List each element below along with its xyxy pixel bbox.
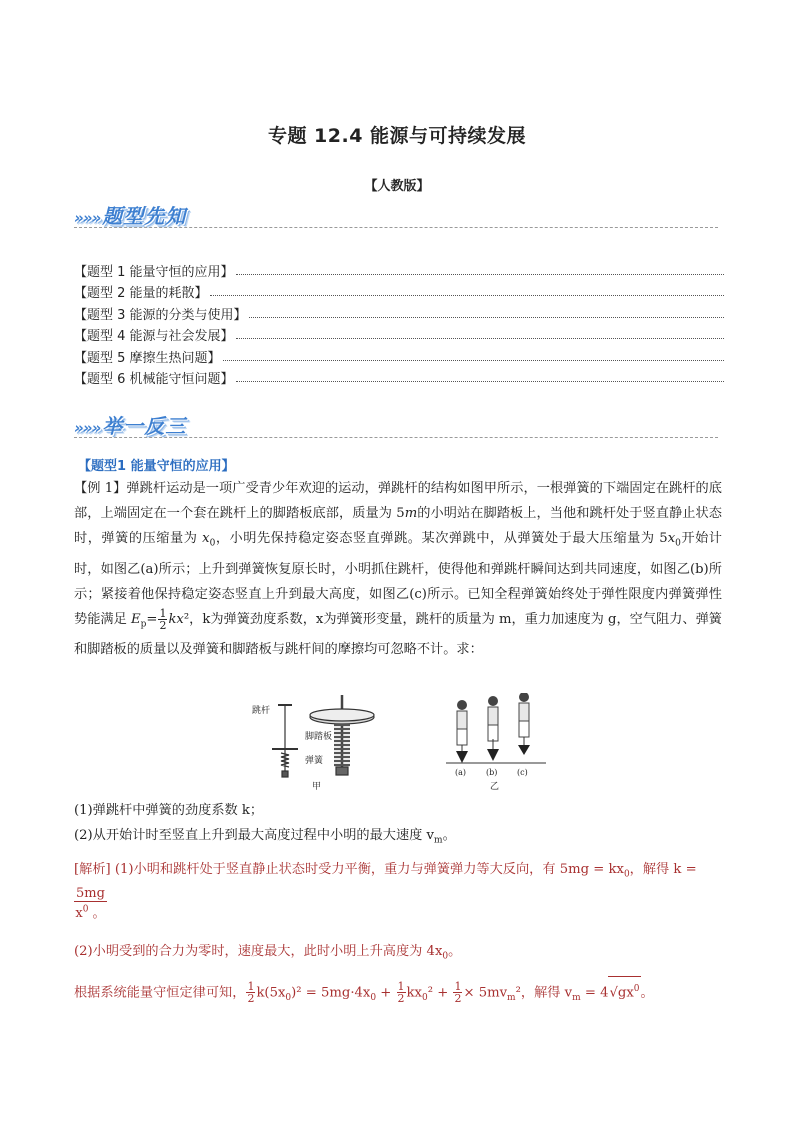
- solution-3b-text: k(5x: [256, 985, 286, 1001]
- example-label: 【例 1】: [74, 481, 127, 496]
- solution-step-2: (2)小明受到的合力为零时，速度最大，此时小明上升高度为 $4x_0$。: [74, 944, 462, 962]
- banner-practice: [74, 410, 186, 439]
- toc-item[interactable]: [74, 301, 726, 323]
- solution-3e-text: ² +: [427, 985, 449, 1001]
- label-c: (c): [517, 768, 528, 777]
- figure-c: [518, 693, 530, 755]
- caption-jia: 甲: [312, 782, 322, 792]
- toc-item-label: 【题型 2 能量的耗散】: [74, 286, 208, 301]
- toc-leader: [210, 295, 724, 296]
- solution-3-text: 根据系统能量守恒定律可知，: [74, 985, 246, 1001]
- solution-1b-text: ，解得 k =: [629, 862, 697, 877]
- example-text-4: 开始计时，如图乙(a)所示；上升到弹簧恢复原长时，小明抓住跳杆，使得他和弹跳杆瞬间达到共同速度，如图乙(b)所示；紧接着他保持稳定姿态竖直上升到最大高度，如图乙(c)所示。已知全程弹簧始终处于弹性限度内弹簧弹性势能满足: [74, 531, 722, 627]
- k-denominator: x: [75, 906, 83, 921]
- toc-leader: [236, 338, 724, 339]
- toc-item-label: 【题型 6 机械能守恒问题】: [74, 372, 234, 387]
- banner-text: 举一反三: [102, 414, 187, 438]
- divider: [74, 227, 718, 228]
- figure-a: [456, 700, 468, 763]
- banner-arrows-icon: »»»: [74, 209, 101, 227]
- toc-item-label: 【题型 3 能源的分类与使用】: [74, 307, 247, 323]
- banner-text: 题型先知: [102, 204, 187, 228]
- table-of-contents: [74, 258, 726, 387]
- banner-question-types: [74, 200, 186, 229]
- toc-leader: [236, 381, 724, 382]
- banner-arrows-icon: »»»: [74, 419, 101, 437]
- solution-k-fraction: 5mg $x^0$ 。: [75, 886, 106, 921]
- fraction-half: $\frac{1}{2}$: [159, 606, 167, 632]
- toc-item-label: 【题型 5 摩擦生热问题】: [74, 350, 221, 366]
- solution-step-1: [解析] (1)小明和跳杆处于竖直静止状态时受力平衡，重力与弹簧弹力等大反向，有 $5mg = kx_0$，解得 k =: [74, 862, 697, 880]
- toc-item-label: 【题型 1 能量守恒的应用】: [74, 264, 234, 280]
- solution-3d-text: kx: [406, 985, 422, 1001]
- solution-3c-text: )² = 5mg·4x: [291, 985, 371, 1001]
- question-1: [74, 798, 722, 823]
- label-pedal: 脚踏板: [305, 732, 333, 742]
- toc-item[interactable]: [74, 323, 726, 345]
- label-spring: 弹簧: [305, 756, 324, 766]
- solution-step-3: 根据系统能量守恒定律可知， $\frac{1}{2}$ $k(5x_0)^2 = 5mg\cdot 4x_0$ + $\frac{1}{2}$ $kx_0^2$ + $\frac{1}{2}$ × $5mv_m^2$，解得 $v_m = 4√gx^0$。: [74, 976, 722, 1011]
- example-text-1: 弹跳杆运动是一项广受青少年欢迎的运动，弹跳杆的结构如图甲所示，一根弹簧的下端固定在跳杆的底部，上端固定在一个套在跳杆上的脚踏板底部，质量为 5: [74, 481, 722, 521]
- toc-item[interactable]: [74, 344, 726, 366]
- pogo-diagram-left: [272, 705, 298, 777]
- example-text-2: 的小明站在脚踏板上，当他和跳杆处于竖直静止状态时，弹簧的压缩量为: [74, 506, 722, 546]
- solution-3g-text: ²，解得 v: [515, 985, 573, 1001]
- caption-yi: 乙: [490, 782, 500, 792]
- toc-item-label: 【题型 4 能源与社会发展】: [74, 329, 234, 344]
- solution-3i-text: gx: [617, 985, 634, 1001]
- toc-leader: [223, 360, 724, 361]
- solution-1-text: [解析] (1)小明和跳杆处于竖直静止状态时受力平衡，重力与弹簧弹力等大反向，有 5mg = kx: [74, 862, 624, 877]
- sqrt-radicand: $√gx^0$: [608, 976, 640, 1005]
- toc-item[interactable]: [74, 280, 726, 302]
- toc-item[interactable]: [74, 258, 726, 280]
- toc-leader: [249, 317, 724, 318]
- question-2: (2)从开始计时至竖直上升到最大高度过程中小明的最大速度 $v_m$。: [74, 828, 456, 846]
- k-numerator: 5mg: [76, 886, 105, 901]
- solution-3h-text: = 4: [580, 985, 609, 1001]
- label-pole: 跳杆: [252, 706, 271, 716]
- solution-3f-text: × 5mv: [463, 985, 508, 1001]
- example-text-5: ，k为弹簧劲度系数，x为弹簧形变量，跳杆的质量为 m，重力加速度为 g，空气阻力、弹簧和脚踏板的质量以及弹簧和脚踏板与跳杆间的摩擦均可忽略不计。求：: [74, 611, 722, 658]
- toc-item[interactable]: [74, 366, 726, 388]
- example-text-3: ，小明先保持稳定姿态竖直弹跳。某次弹跳中，从弹簧处于最大压缩量为 5: [215, 531, 668, 546]
- figure-pogo-stick: [250, 693, 550, 793]
- section-heading: 【题型1 能量守恒的应用】: [78, 459, 235, 474]
- question-2-text: (2)从开始计时至竖直上升到最大高度过程中小明的最大速度 v: [74, 828, 435, 843]
- label-a: (a): [455, 768, 467, 777]
- edition-label: 【人教版】: [364, 179, 430, 194]
- solution-2-text: (2)小明受到的合力为零时，速度最大，此时小明上升高度为 4x: [74, 944, 443, 959]
- toc-leader: [236, 274, 724, 275]
- page-title: 专题 12.4 能源与可持续发展: [267, 125, 527, 147]
- divider: [74, 437, 718, 438]
- label-b: (b): [486, 768, 498, 777]
- example-paragraph: 【例 1】弹跳杆运动是一项广受青少年欢迎的运动，弹跳杆的结构如图甲所示，一根弹簧的下端固定在跳杆的底部，上端固定在一个套在跳杆上的脚踏板底部，质量为 5m的小明站在脚踏板上，当他和跳杆处于竖直静止状态时，弹簧的压缩量为 $x_0$，小明先保持稳定姿态竖直弹跳。某次弹跳中，从弹簧处于最大压缩量为 $5x_0$开始计时，如图乙(a)所示；上升到弹簧恢复原长时，小明抓住跳杆，使得他和弹跳杆瞬间达到共同速度，如图乙(b)所示；紧接着他保持稳定姿态竖直上升到最大高度，如图乙(c)所示。已知全程弹簧始终处于弹性限度内弹簧弹性势能满足 $E_p=$ $\frac{1}{2}$ kx²，k为弹簧劲度系数，x为弹簧形变量，跳杆的质量为 m，重力加速度为 g，空气阻力、弹簧和脚踏板的质量以及弹簧和脚踏板与跳杆间的摩擦均可忽略不计。求：: [74, 481, 722, 658]
- question-1-text: (1)弹跳杆中弹簧的劲度系数 k；: [74, 803, 264, 818]
- figure-b: [487, 696, 499, 761]
